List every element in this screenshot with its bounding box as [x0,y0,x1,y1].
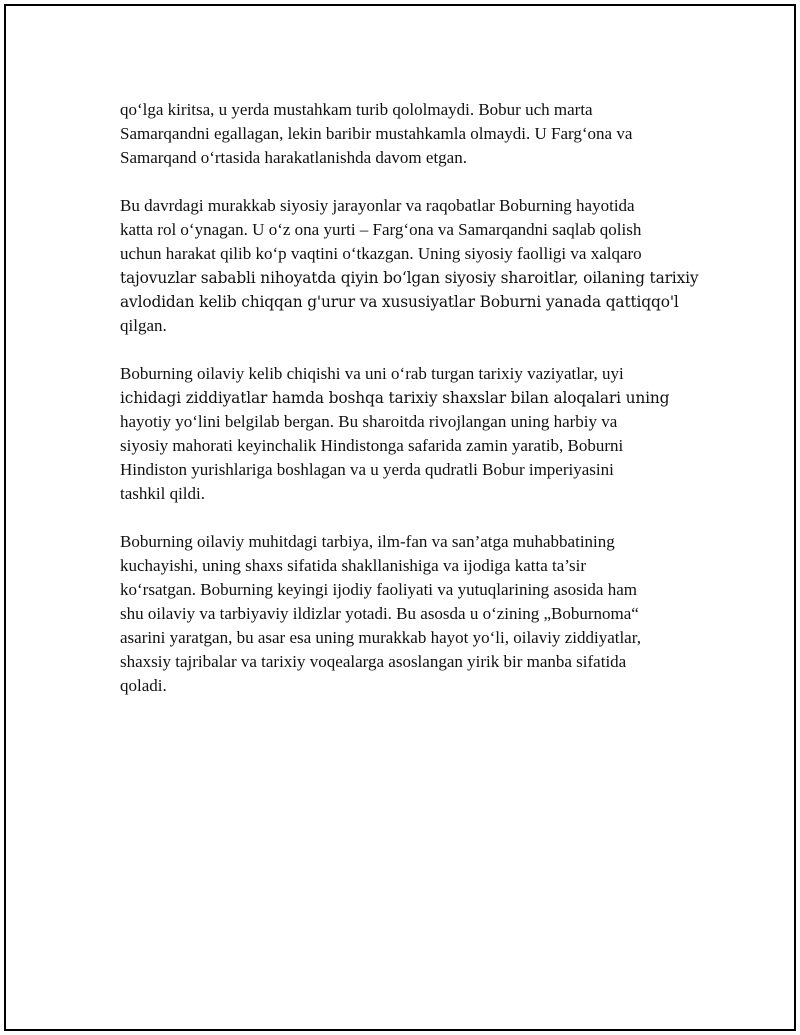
text-line: asarini yaratgan, bu asar esa uning murakkab hayot yo‘li, oilaviy ziddiyatlar, [120,628,641,647]
paragraph-4 [120,530,680,698]
document-page [4,4,796,1031]
text-line: Bu davrdagi murakkab siyosiy jarayonlar va raqobatlar Boburning hayotida [120,196,635,215]
text-line: uchun harakat qilib ko‘p vaqtini o‘tkazgan. Uning siyosiy faolligi va xalqaro [120,244,642,263]
text-line: Boburning oilaviy kelib chiqishi va uni o‘rab turgan tarixiy vaziyatlar, uyi [120,364,624,383]
text-line: hayotiy yo‘lini belgilab bergan. Bu sharoitda rivojlangan uning harbiy va [120,412,618,431]
paragraph-2 [120,194,699,338]
document-body [120,98,699,698]
text-line: Boburning oilaviy muhitdagi tarbiya, ilm-fan va san’atga muhabbatining [120,532,615,551]
text-line: katta rol o‘ynagan. U o‘z ona yurti – Farg‘ona va Samarqandni saqlab qolish [120,220,642,239]
text-line: ichidagi ziddiyatlar hamda boshqa tarixiy shaxslar bilan aloqalari uning [120,389,670,407]
text-line: qo‘lga kiritsa, u yerda mustahkam turib qololmaydi. Bobur uch marta [120,100,593,119]
paragraph-1 [120,98,680,170]
text-line: Samarqandni egallagan, lekin baribir mustahkamla olmaydi. U Farg‘ona va [120,124,633,143]
text-line: tashkil qildi. [120,484,205,503]
text-line: qoladi. [120,676,167,695]
text-line: avlodidan kelib chiqqan g'urur va xususiyatlar Boburni yanada qattiqqo'l [120,293,679,311]
text-line: qilgan. [120,316,167,335]
paragraph-3 [120,362,680,506]
text-line: siyosiy mahorati keyinchalik Hindistonga safarida zamin yaratib, Boburni [120,436,624,455]
text-line: shaxsiy tajribalar va tarixiy voqealarga asoslangan yirik bir manba sifatida [120,652,627,671]
text-line: Hindiston yurishlariga boshlagan va u yerda qudratli Bobur imperiyasini [120,460,614,479]
text-line: shu oilaviy va tarbiyaviy ildizlar yotadi. Bu asosda u o‘zining „Boburnoma“ [120,604,639,623]
text-line: tajovuzlar sababli nihoyatda qiyin bo‘lgan siyosiy sharoitlar, oilaning tarixiy [120,269,699,287]
text-line: Samarqand o‘rtasida harakatlanishda davom etgan. [120,148,467,167]
text-line: ko‘rsatgan. Boburning keyingi ijodiy faoliyati va yutuqlarining asosida ham [120,580,637,599]
text-line: kuchayishi, uning shaxs sifatida shakllanishiga va ijodiga katta ta’sir [120,556,586,575]
